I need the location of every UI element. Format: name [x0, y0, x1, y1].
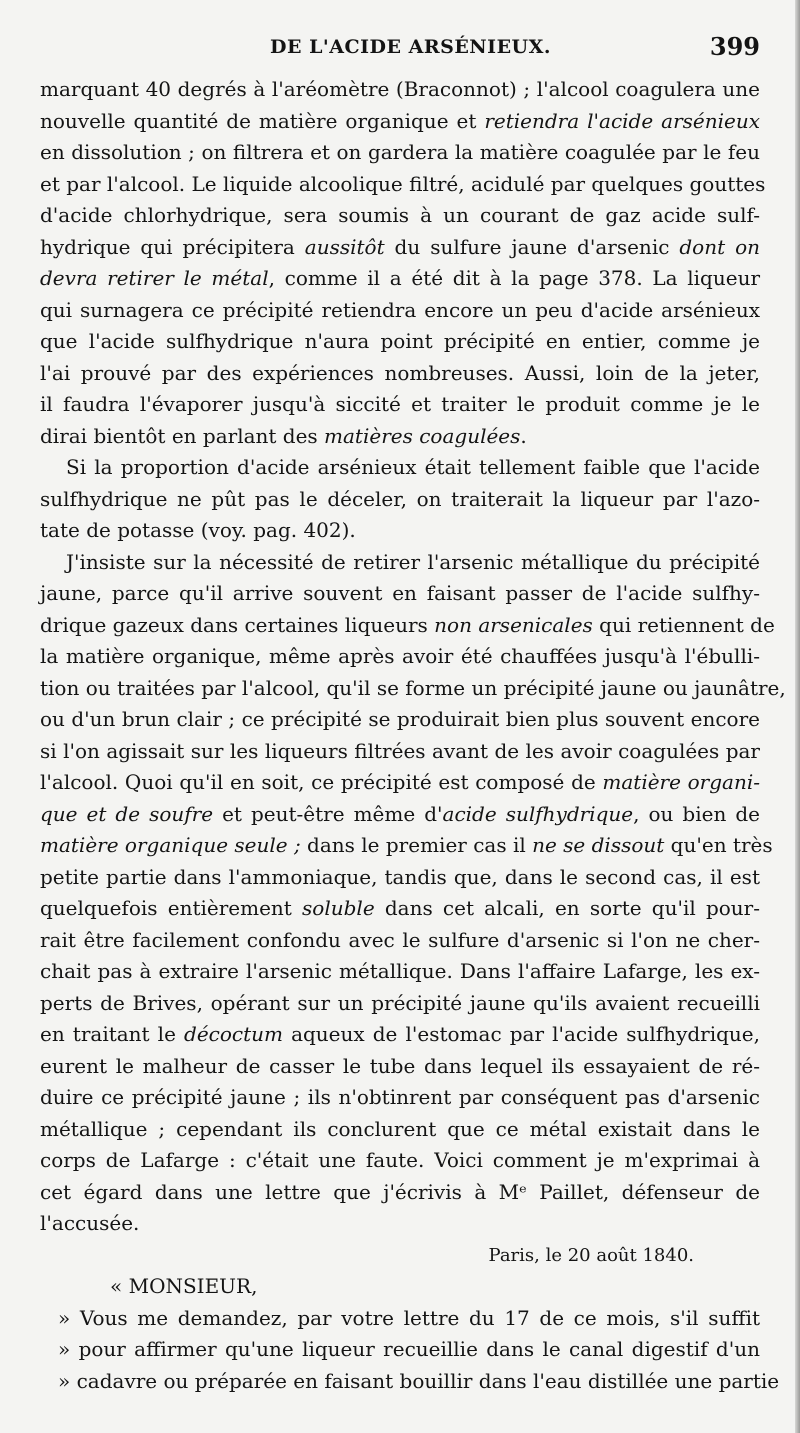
italic-run: matière organique seule ;	[40, 833, 301, 857]
text-run: Paris, le 20 août 1840.	[488, 1244, 694, 1266]
body-text	[40, 74, 786, 1397]
italic-run: retiendra l'acide arsénieux	[484, 108, 760, 133]
text-line	[40, 767, 760, 799]
italic-run: ne se dissout	[532, 833, 665, 857]
text-run: quelquefois entièrement	[40, 896, 303, 920]
text-run: ou d'un brun clair ; ce précipité se produirait bien plus souvent encore	[40, 707, 760, 731]
text-run: J'insiste sur la nécessité de retirer l'arsenic métallique du précipité	[66, 549, 760, 574]
text-run: en traitant le	[40, 1022, 185, 1046]
text-run: » Vous me demandez, par votre lettre du 17 de ce mois, s'il suffit	[58, 1305, 760, 1330]
italic-run: non arsenicales	[434, 612, 593, 637]
text-line	[40, 1271, 760, 1303]
text-line	[40, 295, 760, 327]
text-line	[40, 1082, 760, 1114]
text-line	[40, 799, 760, 831]
text-run: sulfhydrique ne pût pas le déceler, on traiterait la liqueur par l'azo-	[40, 486, 760, 511]
text-run: Si la proportion d'acide arsénieux était tellement faible que l'acide	[66, 455, 760, 479]
text-run: » cadavre ou préparée en faisant bouillir dans l'eau distillée une partie	[58, 1368, 780, 1393]
text-line	[40, 610, 775, 642]
italic-run: soluble	[302, 896, 375, 920]
text-line	[40, 1051, 760, 1083]
text-line	[40, 893, 760, 925]
text-run: que l'acide sulfhydrique n'aura point précipité en entier, comme je	[40, 329, 760, 353]
text-run: , comme il a été dit à la page 378. La liqueur	[268, 266, 761, 290]
text-run: la matière organique, même après avoir été chauffées jusqu'à l'ébulli-	[40, 644, 760, 668]
text-line	[40, 389, 760, 421]
text-line	[40, 988, 760, 1020]
text-run: aqueux de l'estomac par l'acide sulfhydrique,	[282, 1022, 760, 1046]
text-line	[40, 956, 760, 988]
text-run: il faudra l'évaporer jusqu'à siccité et traiter le produit comme je le	[40, 392, 760, 416]
text-line	[40, 1303, 760, 1335]
text-line	[40, 830, 773, 862]
text-line	[40, 1240, 760, 1272]
text-line	[40, 1334, 760, 1366]
text-line	[40, 673, 786, 705]
page-edge-shadow	[795, 0, 800, 1433]
text-line	[40, 578, 760, 610]
text-run: nouvelle quantité de matière organique et	[40, 108, 485, 133]
text-line	[40, 106, 760, 138]
text-run: eurent le malheur de casser le tube dans lequel ils essayaient de ré-	[40, 1053, 760, 1078]
text-run: l'ai prouvé par des expériences nombreuses. Aussi, loin de la jeter,	[40, 360, 760, 385]
text-line	[40, 1366, 780, 1398]
text-line	[40, 358, 760, 390]
italic-run: que et de soufre	[40, 801, 214, 826]
text-run: l'alcool. Quoi qu'il en soit, ce précipité est composé de	[40, 770, 603, 794]
text-run: et par l'alcool. Le liquide alcoolique filtré, acidulé par quelques gouttes	[40, 171, 766, 196]
text-line	[40, 1019, 760, 1051]
text-run: .	[520, 423, 527, 448]
italic-run: devra retirer le métal	[40, 266, 269, 290]
text-run: dans cet alcali, en sorte qu'il pour-	[374, 896, 761, 920]
italic-run: dont on	[679, 234, 761, 259]
text-line	[40, 169, 766, 201]
text-run: tion ou traitées par l'alcool, qu'il se forme un précipité jaune ou jaunâtre,	[40, 675, 786, 700]
page-number: 399	[709, 32, 760, 61]
page-header	[40, 32, 760, 70]
text-line	[40, 1177, 760, 1209]
italic-run: matières coagulées	[324, 423, 521, 448]
text-line	[40, 263, 760, 295]
text-run: rait être facilement confondu avec le sulfure d'arsenic si l'on ne cher-	[40, 927, 760, 952]
text-line	[40, 641, 760, 673]
text-line	[40, 1208, 760, 1240]
text-run: l'accusée.	[40, 1211, 140, 1235]
text-line	[40, 704, 760, 736]
italic-run: décoctum	[184, 1022, 283, 1046]
italic-run: aussitôt	[304, 234, 385, 259]
text-line	[40, 1145, 760, 1177]
text-run: duire ce précipité jaune ; ils n'obtinrent par conséquent pas d'arsenic	[40, 1085, 760, 1109]
text-line	[40, 137, 760, 169]
text-run: et peut-être même d'	[213, 801, 443, 826]
text-run: drique gazeux dans certaines liqueurs	[40, 612, 435, 637]
text-line	[40, 736, 760, 768]
text-run: chait pas à extraire l'arsenic métallique. Dans l'affaire Lafarge, les ex-	[40, 959, 760, 983]
text-line	[40, 515, 760, 547]
text-line	[40, 484, 760, 516]
text-line	[40, 547, 760, 579]
text-run: marquant 40 degrés à l'aréomètre (Braconnot) ; l'alcool coagulera une	[40, 77, 760, 101]
text-run: tate de potasse (voy. pag. 402).	[40, 518, 356, 542]
text-line	[40, 862, 760, 894]
italic-run: acide sulfhydrique	[442, 801, 634, 826]
text-run: perts de Brives, opérant sur un précipité jaune qu'ils avaient recueilli	[40, 990, 760, 1015]
text-run: d'acide chlorhydrique, sera soumis à un courant de gaz acide sulf-	[40, 203, 760, 227]
text-run: si l'on agissait sur les liqueurs filtrées avant de les avoir coagulées par	[40, 738, 760, 763]
text-run: , ou bien de	[633, 801, 761, 826]
text-run: corps de Lafarge : c'était une faute. Voici comment je m'exprimai à	[40, 1148, 760, 1172]
text-line	[40, 74, 760, 106]
text-line	[40, 1114, 760, 1146]
text-line	[40, 200, 760, 232]
text-line	[40, 232, 760, 264]
text-line	[40, 925, 760, 957]
text-run: cet égard dans une lettre que j'écrivis à Mᵉ Paillet, défenseur de	[40, 1179, 760, 1204]
text-run: en dissolution ; on filtrera et on gardera la matière coagulée par le feu	[40, 140, 760, 164]
text-run: métallique ; cependant ils conclurent que ce métal existait dans le	[40, 1116, 760, 1141]
text-line	[40, 421, 760, 453]
text-run: qui retiennent de	[592, 612, 775, 637]
running-title: DE L'ACIDE ARSÉNIEUX.	[270, 36, 551, 58]
text-run: du sulfure jaune d'arsenic	[384, 234, 680, 259]
text-run: qui surnagera ce précipité retiendra encore un peu d'acide arsénieux	[40, 297, 760, 322]
text-run: » pour affirmer qu'une liqueur recueillie dans le canal digestif d'un	[58, 1337, 760, 1361]
text-run: « MONSIEUR,	[110, 1274, 258, 1298]
text-run: petite partie dans l'ammoniaque, tandis que, dans le second cas, il est	[40, 864, 760, 889]
text-run: hydrique qui précipitera	[40, 234, 305, 259]
text-line	[40, 326, 760, 358]
text-run: jaune, parce qu'il arrive souvent en faisant passer de l'acide sulfhy-	[40, 581, 760, 605]
text-run: dans le premier cas il	[300, 833, 533, 857]
text-line	[40, 452, 760, 484]
text-run: dirai bientôt en parlant des	[40, 423, 325, 448]
italic-run: matière organi-	[602, 770, 760, 794]
text-run: qu'en très	[664, 833, 773, 857]
